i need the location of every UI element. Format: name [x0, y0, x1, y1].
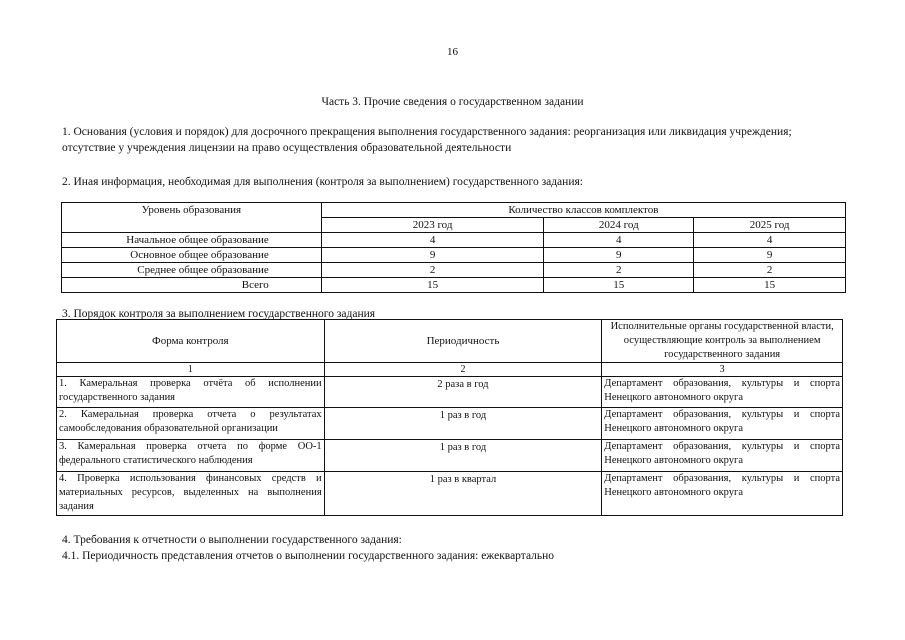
section1-line2: отсутствие у учреждения лицензии на право осуществления образовательной деятельности — [62, 142, 512, 154]
table-row — [62, 248, 846, 263]
value-cell: 9 — [544, 248, 694, 263]
classes-year-2023: 2023 год — [321, 218, 544, 233]
table-row — [57, 440, 843, 472]
control-form-cell: 3. Камеральная проверка отчета по форме ОО-1 федерального статистического наблюдения — [57, 440, 325, 472]
control-table — [56, 319, 843, 516]
classes-header-group: Количество классов комплектов — [321, 203, 845, 218]
value-cell: 2 — [544, 263, 694, 278]
control-header-period: Периодичность — [324, 320, 602, 363]
value-cell: 9 — [694, 248, 846, 263]
section4-title: 4. Требования к отчетности о выполнении государственного задания: — [62, 534, 402, 546]
value-cell: 4 — [694, 233, 846, 248]
control-org-cell: Департамент образования, культуры и спорта Ненецкого автономного округа — [602, 472, 843, 516]
level-cell: Всего — [62, 278, 322, 293]
table-row — [57, 377, 843, 408]
control-org-cell: Департамент образования, культуры и спорта Ненецкого автономного округа — [602, 408, 843, 440]
part-title: Часть 3. Прочие сведения о государственном задании — [321, 96, 584, 108]
section1-line1: 1. Основания (условия и порядок) для досрочного прекращения выполнения государственного задания: реорганизация или ликвидация учреждения; — [62, 126, 792, 138]
value-cell: 2 — [694, 263, 846, 278]
control-period-cell: 1 раз в год — [324, 440, 602, 472]
control-period-cell: 1 раз в квартал — [324, 472, 602, 516]
value-cell: 15 — [694, 278, 846, 293]
table-row — [62, 233, 846, 248]
control-col-number: 3 — [602, 363, 843, 377]
value-cell: 9 — [321, 248, 544, 263]
classes-header-level: Уровень образования — [62, 203, 322, 233]
table-row — [57, 472, 843, 516]
control-org-cell: Департамент образования, культуры и спорта Ненецкого автономного округа — [602, 440, 843, 472]
value-cell: 2 — [321, 263, 544, 278]
control-period-cell: 2 раза в год — [324, 377, 602, 408]
value-cell: 4 — [321, 233, 544, 248]
level-cell: Среднее общее образование — [62, 263, 322, 278]
control-form-cell: 2. Камеральная проверка отчета о результатах самообследования образовательной организации — [57, 408, 325, 440]
control-col-number: 1 — [57, 363, 325, 377]
value-cell: 4 — [544, 233, 694, 248]
value-cell: 15 — [321, 278, 544, 293]
control-form-cell: 1. Камеральная проверка отчёта об исполнении государственного задания — [57, 377, 325, 408]
control-form-cell: 4. Проверка использования финансовых средств и материальных ресурсов, выделенных на выполнения задания — [57, 472, 325, 516]
control-header-form: Форма контроля — [57, 320, 325, 363]
value-cell: 15 — [544, 278, 694, 293]
table-row — [57, 408, 843, 440]
control-header-org: Исполнительные органы государственной власти, осуществляющие контроль за выполнением государственного задания — [602, 320, 843, 363]
section4-item-4-1: 4.1. Периодичность представления отчетов о выполнении государственного задания: ежеквартально — [62, 550, 555, 562]
classes-year-2025: 2025 год — [694, 218, 846, 233]
page-number: 16 — [447, 46, 458, 58]
control-org-cell: Департамент образования, культуры и спорта Ненецкого автономного округа — [602, 377, 843, 408]
classes-table — [61, 202, 846, 293]
classes-year-2024: 2024 год — [544, 218, 694, 233]
table-row — [62, 278, 846, 293]
level-cell: Начальное общее образование — [62, 233, 322, 248]
section3-title: 3. Порядок контроля за выполнением государственного задания — [62, 308, 376, 320]
level-cell: Основное общее образование — [62, 248, 322, 263]
section2-text: 2. Иная информация, необходимая для выполнения (контроля за выполнением) государственного задания: — [62, 176, 583, 188]
control-col-number: 2 — [324, 363, 602, 377]
control-period-cell: 1 раз в год — [324, 408, 602, 440]
table-row — [62, 263, 846, 278]
